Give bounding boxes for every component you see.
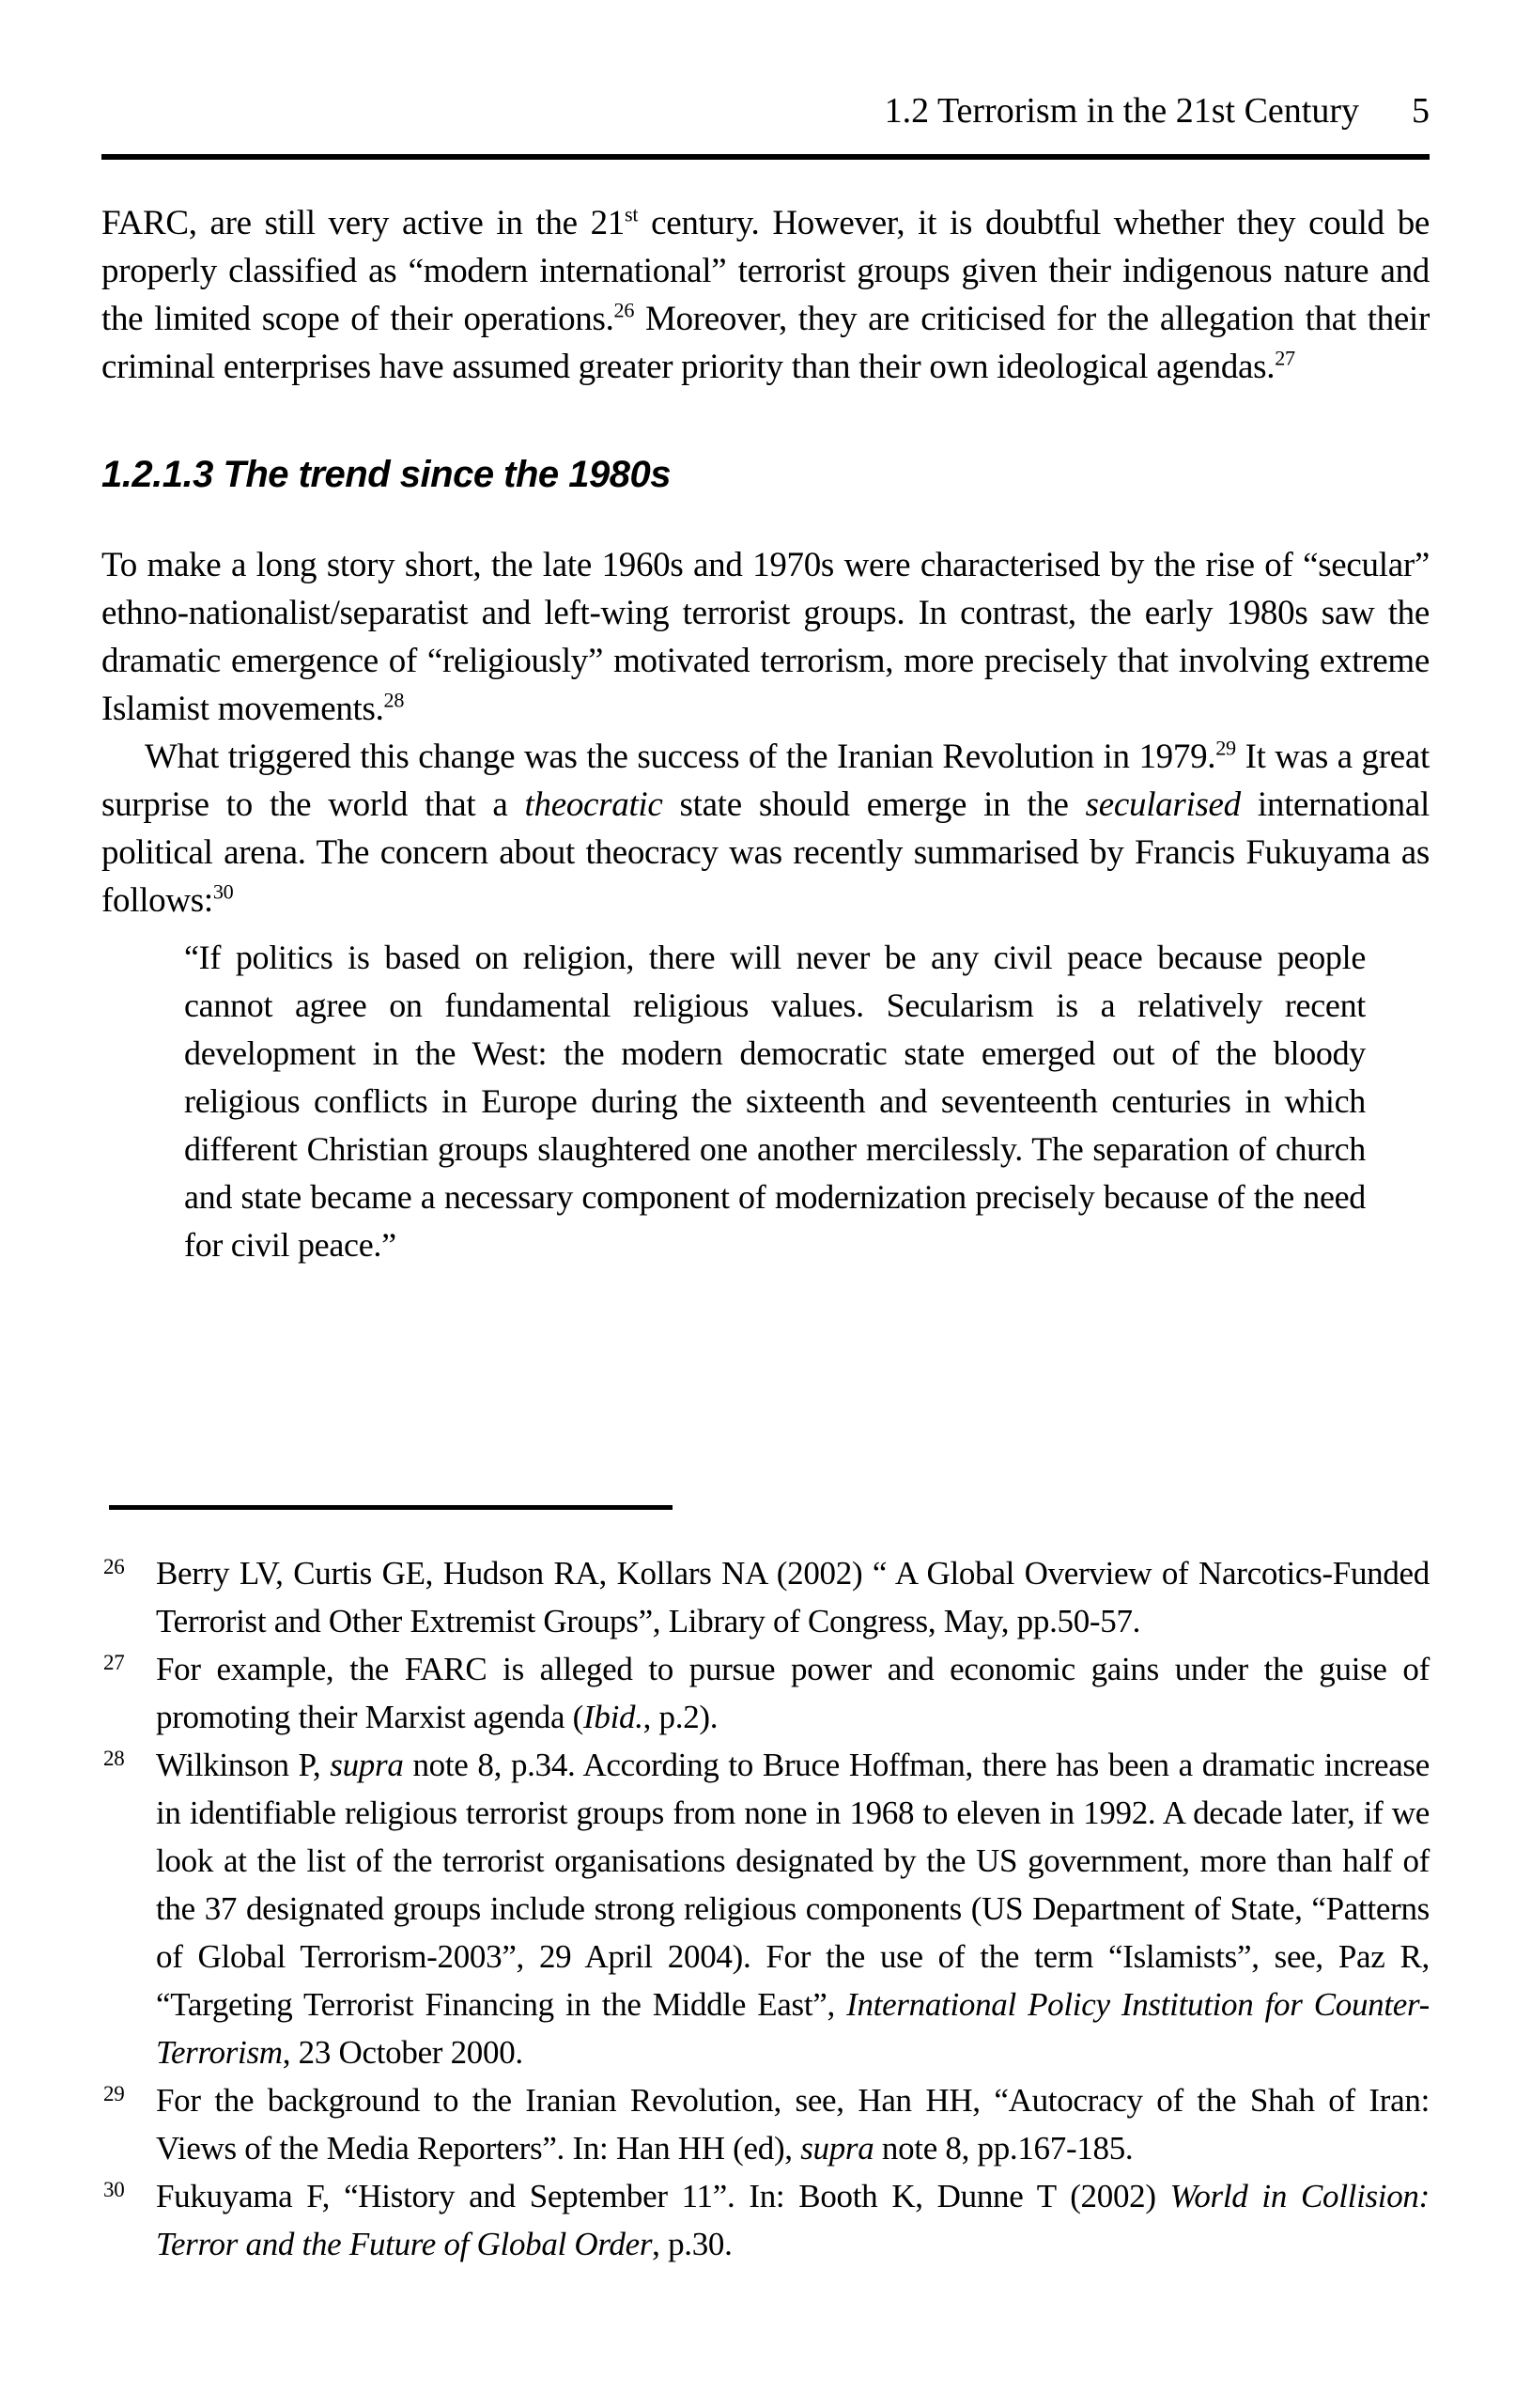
paragraph-trend-1980s: To make a long story short, the late 1960s and 1970s were characterised by the rise of “secular” ethno-nationalist/separatist and left-wing terrorist groups. In contrast, the early 1980s saw the dramatic emergence of “religiously” motivated terrorism, more precisely that involving extreme Islamist movements.$^{28}$ [101,546,1430,728]
footnote-text: Berry LV, Curtis GE, Hudson RA, Kollars NA (2002) “ A Global Overview of Narcotics-Funded Terrorist and Other Extremist Groups”, Library of Congress, May, pp.50-57. [156,1555,1430,1639]
running-header [101,90,1430,132]
footnote-text: Wilkinson P, supra note 8, p.34. According to Bruce Hoffman, there has been a dramatic increase in identifiable religious terrorist groups from none in 1968 to eleven in 1992. A decade later, if we look at the list of the terrorist organisations designated by the US government, more than half of the 37 designated groups include strong religious components (US Department of State, “Patterns of Global Terrorism-2003”, 29 April 2004). For the use of the term “Islamists”, see, Paz R, “Targeting Terrorist Financing in the Middle East”, International Policy Institution for Counter-Terrorism, 23 October 2000. [156,1747,1430,2071]
paragraph-farc: FARC, are still very active in the 21st century. However, it is doubtful whether they could be properly classified as “modern international” terrorist groups given their indigenous nature and the limited scope of their operations.$^{26}$ Moreover, they are criticised for the allegation that their criminal enterprises have assumed greater priority than their own ideological agendas.$^{27}$ [101,202,1430,386]
section-heading: 1.2.1.3 The trend since the 1980s [101,454,672,495]
running-head-title: 1.2 Terrorism in the 21st Century [884,91,1359,131]
footnote-list [101,1549,1430,2268]
page-body [101,199,1430,1269]
footnote-text: For example, the FARC is alleged to pursue power and economic gains under the guise of promoting their Marxist agenda (Ibid., p.2). [156,1651,1430,1735]
footnote-number: 27 [103,1651,125,1674]
footnote-separator-rule [109,1505,673,1510]
footnote-item [101,1741,1430,2076]
fukuyama-quote: “If politics is based on religion, there will never be any civil peace because people cannot agree on fundamental religious values. Secularism is a relatively recent development in the West: the modern democratic state emerged out of the bloody religious conflicts in Europe during the sixteenth and seventeenth centuries in which different Christian groups slaughtered one another mercilessly. The separation of church and state became a necessary component of modernization precisely because of the need for civil peace.” [184,939,1366,1264]
header-rule [101,154,1430,160]
footnote-number: 26 [103,1555,125,1578]
footnote-number: 29 [103,2082,125,2105]
footnote-item [101,1645,1430,1741]
page-number: 5 [1412,91,1430,131]
footnote-item [101,2076,1430,2172]
footnote-number: 30 [103,2178,125,2201]
footnote-text: Fukuyama F, “History and September 11”. In: Booth K, Dunne T (2002) World in Collision: Terror and the Future of Global Order, p.30. [156,2178,1430,2262]
footnote-text: For the background to the Iranian Revolution, see, Han HH, “Autocracy of the Shah of Iran: Views of the Media Reporters”. In: Han HH (ed), supra note 8, pp.167-185. [156,2082,1430,2167]
footnote-item [101,1549,1430,1645]
paragraph-iranian-revolution: What triggered this change was the success of the Iranian Revolution in 1979.29 It was a great surprise to the world that a theocratic state should emerge in the secularised international political arena. The concern about theocracy was recently summarised by Francis Fukuyama as follows:$^{30}$ [101,736,1430,920]
footnote-area [101,1505,1430,2268]
footnote-number: 28 [103,1747,125,1770]
footnote-item [101,2172,1430,2268]
